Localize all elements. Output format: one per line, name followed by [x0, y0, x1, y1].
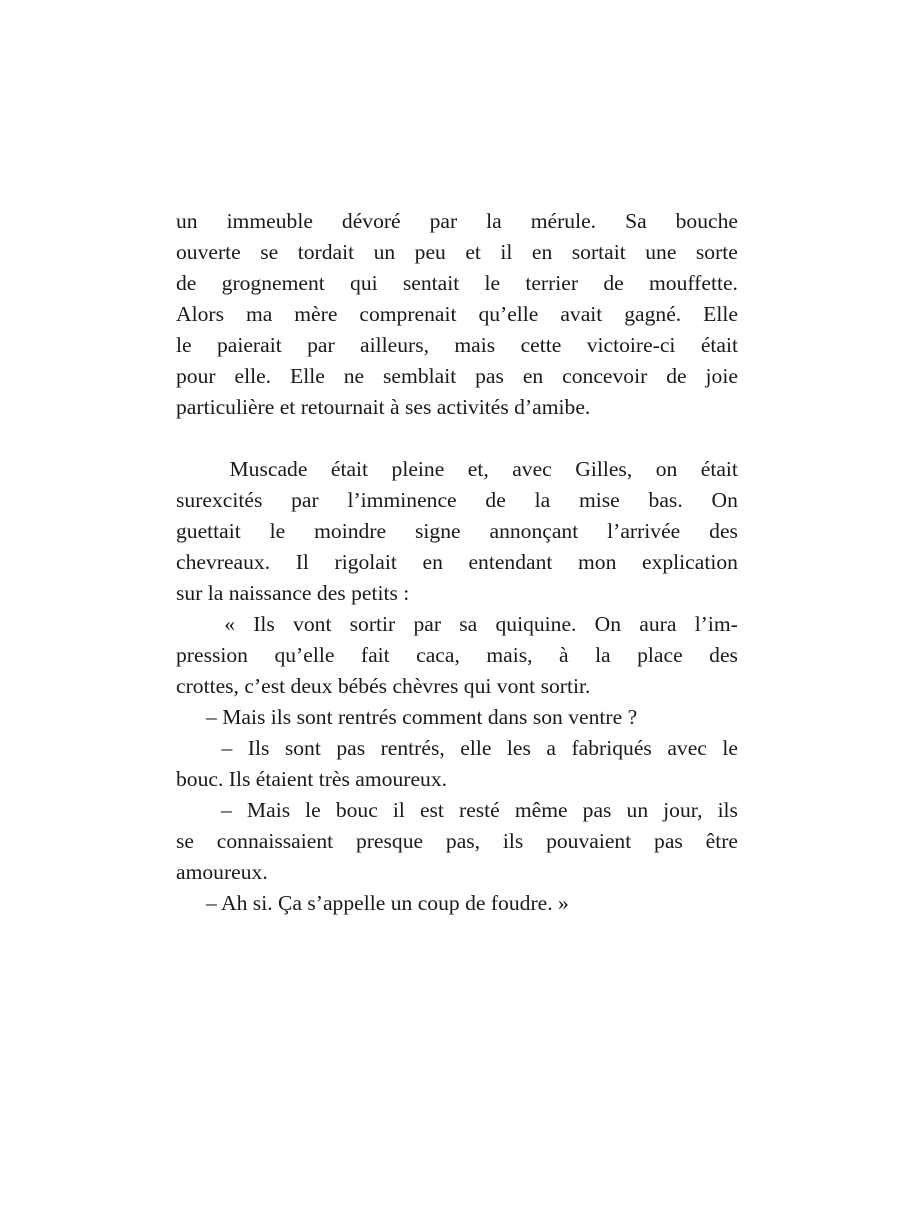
word: de: [666, 364, 687, 388]
text-line: [176, 671, 738, 702]
word: bouc: [335, 798, 378, 822]
word: de: [485, 488, 506, 512]
word: on: [655, 457, 678, 481]
text-line: [176, 702, 738, 733]
word: pour: [176, 364, 216, 388]
paragraph: [176, 206, 738, 423]
word: mise: [578, 488, 620, 512]
first-line-indent: [176, 888, 206, 919]
word: ma: [245, 302, 273, 326]
word: concevoir: [562, 364, 648, 388]
word: pouvaient: [546, 829, 632, 853]
word: est: [419, 798, 444, 822]
word: mouffette.: [648, 271, 738, 295]
word: la: [595, 643, 611, 667]
line-text: – Ah si. Ça s’appelle un coup de foudre. »: [206, 891, 569, 915]
word: mérule.: [530, 209, 597, 233]
word: par: [291, 488, 319, 512]
word: mais: [454, 333, 496, 357]
line-text: amoureux.: [176, 860, 268, 884]
word: le: [722, 736, 738, 760]
word: était: [700, 457, 738, 481]
word: sortir: [349, 612, 396, 636]
word: pas: [336, 736, 366, 760]
text-line: [176, 516, 738, 547]
word: ils: [502, 829, 524, 853]
word: Elle: [703, 302, 738, 326]
word: une: [645, 240, 677, 264]
word: annonçant: [489, 519, 579, 543]
word: le: [305, 798, 321, 822]
word: avait: [560, 302, 603, 326]
word: se: [176, 829, 194, 853]
word: rigolait: [334, 550, 397, 574]
word: sa: [459, 612, 478, 636]
word: fabriqués: [571, 736, 652, 760]
word: peu: [414, 240, 446, 264]
word: tordait: [297, 240, 355, 264]
word: bouche: [675, 209, 738, 233]
word: en: [422, 550, 443, 574]
text-line: [176, 764, 738, 795]
word: des: [709, 643, 738, 667]
word: ouverte: [176, 240, 241, 264]
word: signe: [415, 519, 461, 543]
word: Gilles,: [575, 457, 633, 481]
first-line-indent: [176, 795, 206, 826]
word: quiquine.: [495, 612, 577, 636]
word: la: [534, 488, 551, 512]
word: ailleurs,: [360, 333, 430, 357]
first-line-indent: [176, 702, 206, 733]
text-column: [176, 206, 738, 919]
first-line-indent: [176, 454, 206, 485]
text-line: [176, 826, 738, 857]
word: gagné.: [624, 302, 682, 326]
word: Sa: [625, 209, 647, 233]
word: On: [711, 488, 738, 512]
word: mon: [578, 550, 617, 574]
text-line: [176, 330, 738, 361]
word: il: [500, 240, 513, 264]
word: Elle: [290, 364, 325, 388]
word: mère: [294, 302, 338, 326]
word: On: [594, 612, 622, 636]
paragraph: [176, 733, 738, 795]
word: qu’elle: [274, 643, 335, 667]
word: vont: [293, 612, 332, 636]
word: et: [465, 240, 481, 264]
word: pas: [582, 798, 612, 822]
first-line-indent: [176, 609, 206, 640]
text-line: [176, 454, 738, 485]
word: Muscade: [229, 457, 308, 481]
word: resté: [459, 798, 500, 822]
word: pas: [475, 364, 504, 388]
line-text: sur la naissance des petits :: [176, 581, 410, 605]
line-text: bouc. Ils étaient très amoureux.: [176, 767, 448, 791]
word: sortait: [571, 240, 626, 264]
word: «: [224, 612, 236, 636]
word: en: [522, 364, 544, 388]
line-text: particulière et retournait à ses activités d’amibe.: [176, 395, 591, 419]
word: sentait: [402, 271, 460, 295]
line-text: crottes, c’est deux bébés chèvres qui vont sortir.: [176, 674, 591, 698]
word: –: [221, 798, 232, 822]
word: était: [700, 333, 738, 357]
text-line: [176, 609, 738, 640]
word: mais,: [486, 643, 533, 667]
word: et,: [467, 457, 489, 481]
word: pression: [176, 643, 248, 667]
word: victoire-ci: [586, 333, 676, 357]
word: Alors: [176, 302, 224, 326]
text-line: [176, 237, 738, 268]
text-line: [176, 578, 738, 609]
word: comprenait: [359, 302, 457, 326]
word: l’im-: [694, 612, 738, 636]
word: –: [221, 736, 233, 760]
word: en: [531, 240, 553, 264]
word: bas.: [648, 488, 683, 512]
word: jour,: [663, 798, 703, 822]
text-line: [176, 361, 738, 392]
word: caca,: [416, 643, 460, 667]
text-line: [176, 299, 738, 330]
word: place: [637, 643, 683, 667]
word: entendant: [468, 550, 553, 574]
word: par: [307, 333, 335, 357]
word: pleine: [391, 457, 445, 481]
text-line: [176, 485, 738, 516]
word: sont: [284, 736, 321, 760]
word: Ils: [253, 612, 275, 636]
word: avec: [512, 457, 552, 481]
word: joie: [705, 364, 738, 388]
word: un: [373, 240, 396, 264]
line-text: – Mais ils sont rentrés comment dans son ventre ?: [206, 705, 638, 729]
word: l’imminence: [347, 488, 457, 512]
paragraph: [176, 888, 738, 919]
word: immeuble: [226, 209, 313, 233]
text-line: [176, 547, 738, 578]
word: un: [626, 798, 649, 822]
text-line: [176, 640, 738, 671]
word: le: [484, 271, 501, 295]
word: par: [429, 209, 458, 233]
word: être: [705, 829, 738, 853]
first-line-indent: [176, 733, 206, 764]
paragraph: [176, 454, 738, 609]
word: le: [269, 519, 286, 543]
word: ne: [343, 364, 365, 388]
word: la: [486, 209, 502, 233]
word: rentrés,: [380, 736, 445, 760]
word: cette: [520, 333, 562, 357]
word: qu’elle: [478, 302, 539, 326]
word: un: [176, 209, 198, 233]
word: surexcités: [176, 488, 263, 512]
text-line: [176, 268, 738, 299]
word: Ils: [247, 736, 270, 760]
word: le: [176, 333, 192, 357]
paragraph: [176, 702, 738, 733]
word: sorte: [695, 240, 738, 264]
paragraph: [176, 795, 738, 888]
word: se: [260, 240, 279, 264]
word: il: [392, 798, 405, 822]
word: aura: [639, 612, 677, 636]
paragraph: [176, 609, 738, 702]
word: l’arrivée: [607, 519, 681, 543]
text-line: [176, 857, 738, 888]
text-line: [176, 795, 738, 826]
word: les: [506, 736, 531, 760]
word: de: [176, 271, 197, 295]
word: qui: [350, 271, 378, 295]
word: elle.: [234, 364, 272, 388]
word: a: [546, 736, 556, 760]
word: paierait: [216, 333, 282, 357]
text-line: [176, 206, 738, 237]
word: à: [559, 643, 569, 667]
word: dévoré: [341, 209, 401, 233]
word: fait: [360, 643, 390, 667]
word: presque: [355, 829, 424, 853]
text-line: [176, 733, 738, 764]
word: même: [514, 798, 568, 822]
word: était: [330, 457, 369, 481]
word: avec: [667, 736, 707, 760]
word: ils: [717, 798, 738, 822]
word: Il: [295, 550, 309, 574]
word: des: [709, 519, 738, 543]
word: pas,: [445, 829, 481, 853]
text-line: [176, 888, 738, 919]
word: de: [603, 271, 624, 295]
word: grognement: [221, 271, 325, 295]
word: terrier: [525, 271, 579, 295]
word: chevreaux.: [176, 550, 271, 574]
text-line: [176, 392, 738, 423]
word: elle: [460, 736, 492, 760]
word: explication: [642, 550, 738, 574]
word: semblait: [383, 364, 457, 388]
word: connaissaient: [216, 829, 334, 853]
word: pas: [654, 829, 683, 853]
word: par: [413, 612, 442, 636]
word: guettait: [176, 519, 241, 543]
word: Mais: [246, 798, 291, 822]
word: moindre: [314, 519, 387, 543]
